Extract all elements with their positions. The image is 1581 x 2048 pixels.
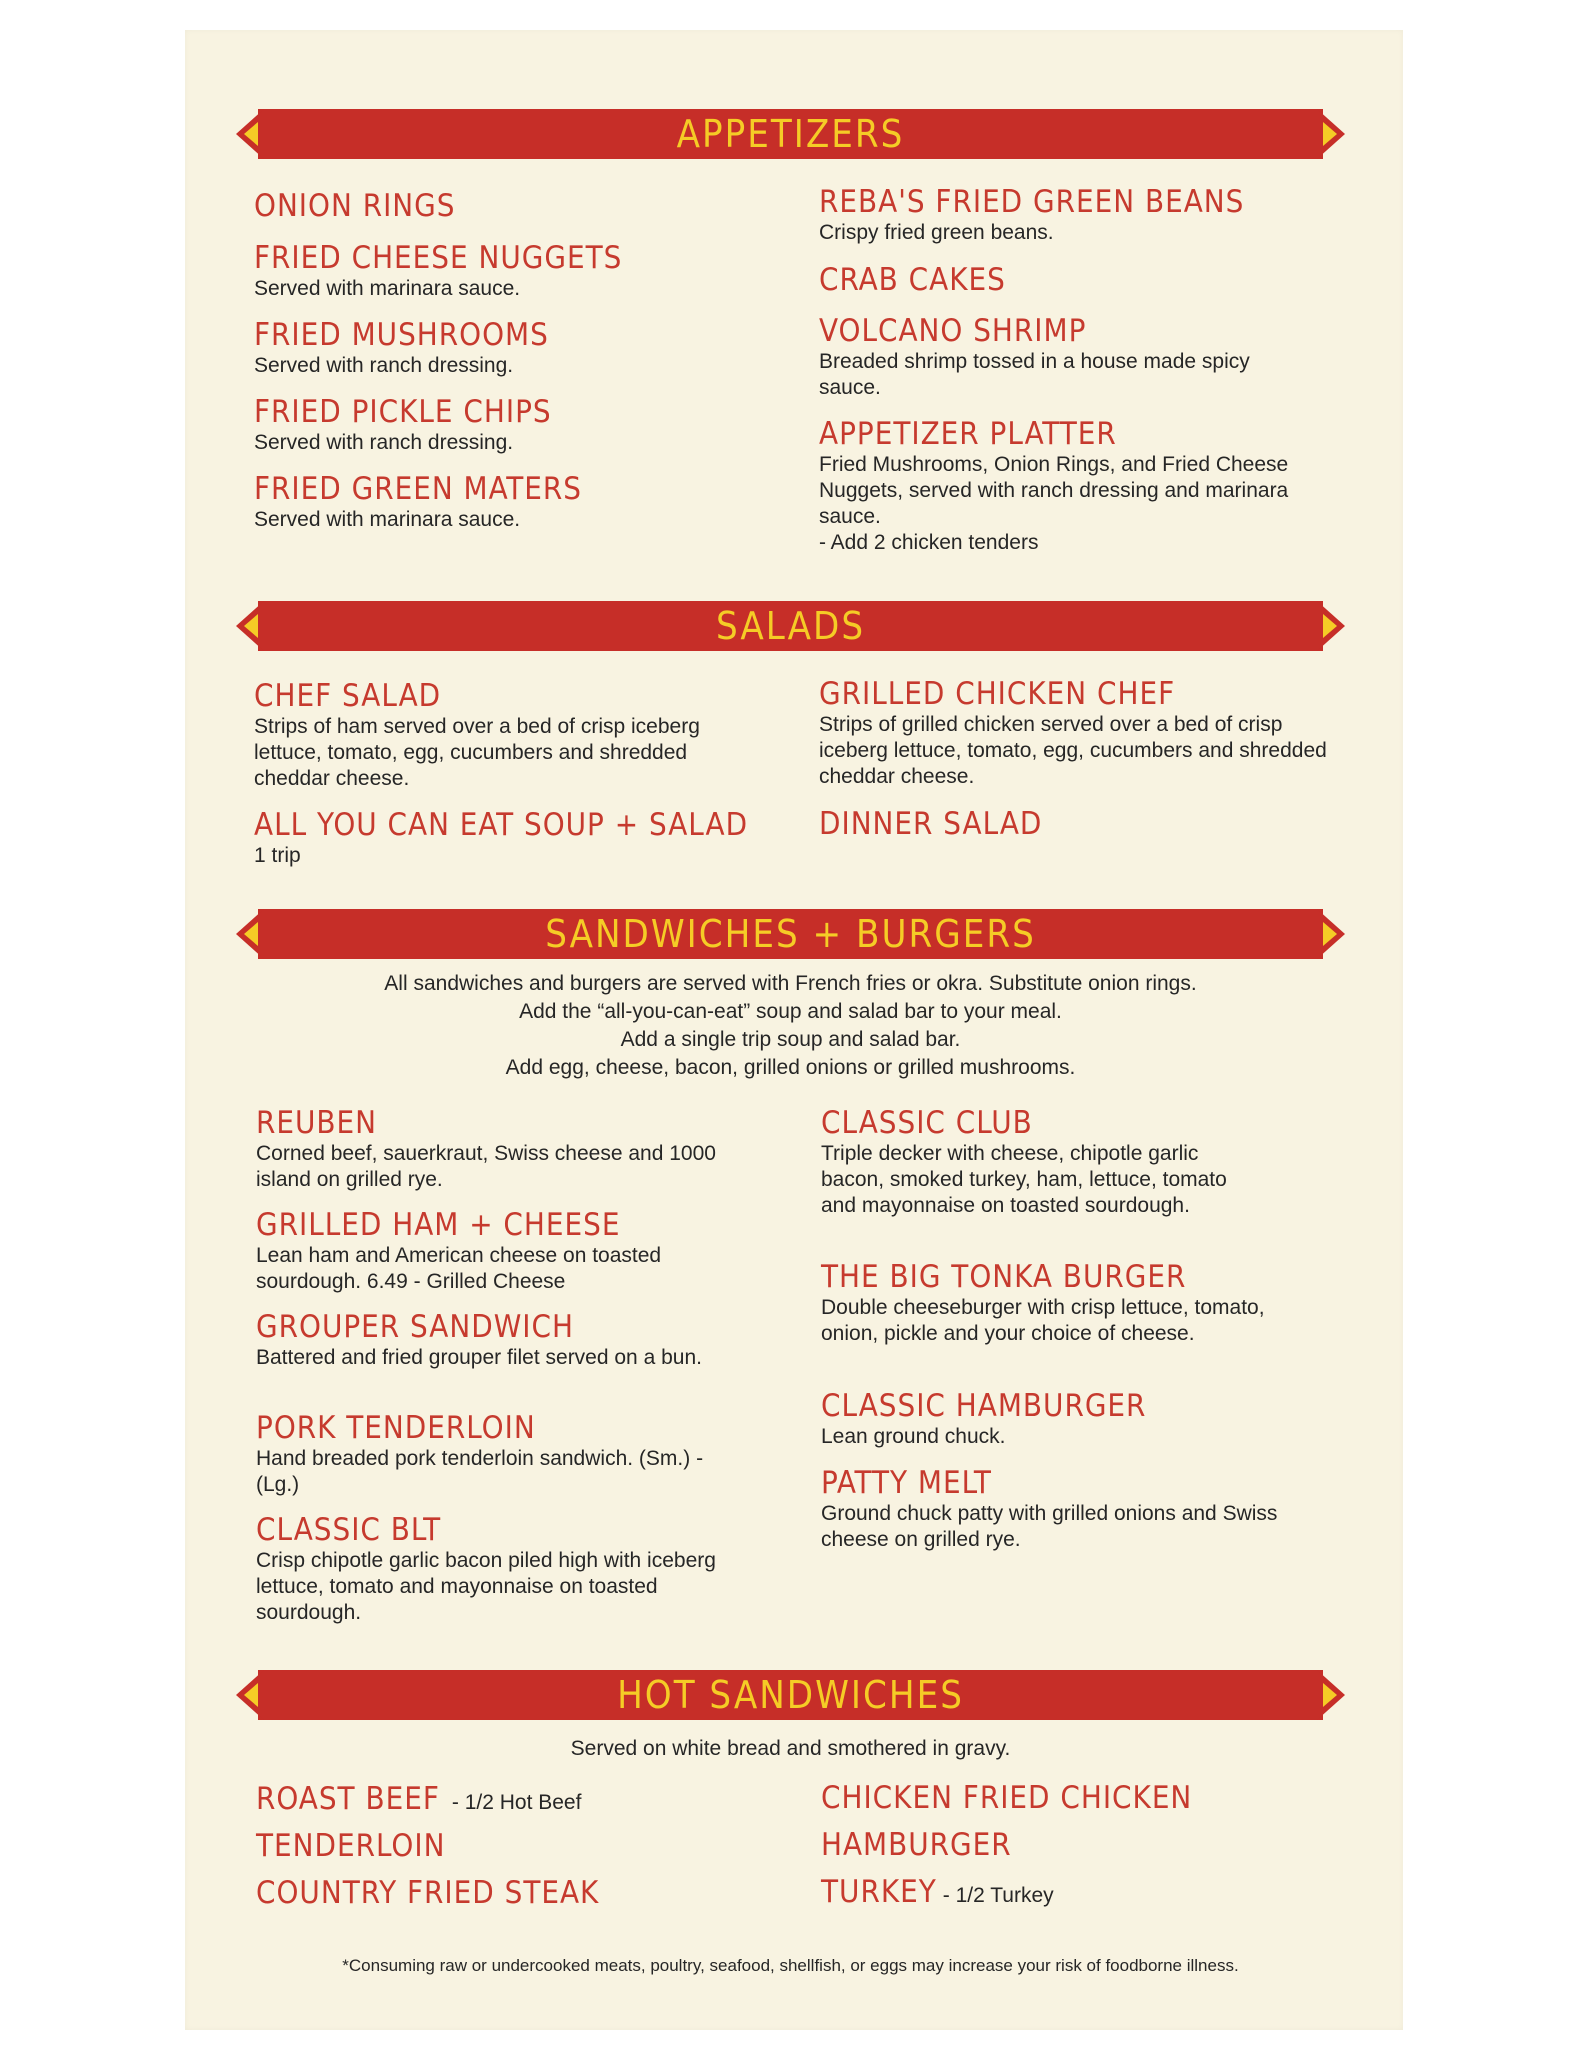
item-name: CHEF SALAD [254,678,442,714]
item-description: Strips of ham served over a bed of crisp iceberg lettuce, tomato, egg, cucumbers and shredded cheddar cheese. [254,715,700,790]
salads-title: SALADS [715,604,866,648]
menu-item [254,394,774,456]
item-name: ALL YOU CAN EAT SOUP + SALAD [254,807,749,843]
item-name: FRIED PICKLE CHIPS [254,394,552,430]
item-description: Battered and fried grouper filet served on a bun. [256,1346,702,1369]
item-description: Triple decker with cheese, chipotle garlic bacon, smoked turkey, ham, lettuce, tomato and mayonnaise on toasted sourdough. [821,1142,1227,1217]
hot-sandwiches-banner [258,1670,1323,1720]
menu-item [254,317,774,379]
menu-item [819,806,1042,842]
item-name: HAMBURGER [821,1827,1012,1863]
item-description: 1 trip [254,844,301,867]
menu-item [254,807,774,869]
menu-item [256,1512,746,1626]
item-description: Served with ranch dressing. [254,431,514,454]
menu-item [256,1309,746,1371]
menu-item [821,1827,1012,1863]
item-name: FRIED GREEN MATERS [254,471,582,507]
item-description: Served with marinara sauce. [254,277,521,300]
menu-item [821,1780,1192,1816]
item-name: CLASSIC CLUB [821,1105,1033,1141]
menu-item [821,1874,1054,1914]
item-description: Crisp chipotle garlic bacon piled high with iceberg lettuce, tomato and mayonnaise on toasted sourdough. [256,1549,716,1624]
menu-item [254,471,774,533]
item-name: REUBEN [256,1105,378,1141]
menu-item [256,1410,746,1498]
item-name: TENDERLOIN [256,1828,446,1864]
item-description: Lean ham and American cheese on toasted sourdough. 6.49 - Grilled Cheese [256,1244,662,1293]
item-name: CRAB CAKES [819,262,1006,298]
item-description: Lean ground chuck. [821,1425,1006,1448]
sandwiches-banner [258,909,1323,959]
item-description: Served with marinara sauce. [254,508,521,531]
item-name: APPETIZER PLATTER [819,416,1117,452]
menu-item [254,678,754,792]
appetizers-banner [258,109,1323,159]
item-name: ROAST BEEF - 1/2 Hot Beef [256,1781,582,1817]
item-name: PORK TENDERLOIN [256,1410,536,1446]
item-name: ONION RINGS [254,188,456,224]
menu-item [819,184,1339,246]
item-name: THE BIG TONKA BURGER [821,1259,1187,1295]
item-name: GRILLED CHICKEN CHEF [819,676,1176,712]
menu-item [256,1207,746,1295]
item-name: CHICKEN FRIED CHICKEN [821,1780,1193,1816]
item-name: DINNER SALAD [819,806,1043,842]
menu-item [819,262,1339,298]
item-name: COUNTRY FRIED STEAK [256,1875,600,1911]
item-description: Double cheeseburger with crisp lettuce, tomato, onion, pickle and your choice of cheese. [821,1296,1265,1345]
item-description: Fried Mushrooms, Onion Rings, and Fried Cheese Nuggets, served with ranch dressing and marinara sauce. [819,453,1289,528]
sandwiches-intro: All sandwiches and burgers are served with French fries or okra. Substitute onion rings. Add the “all-you-can-eat” soup and salad bar to your meal. Add a single trip soup and salad bar. Add egg, cheese, bacon, grilled onions or grilled mushrooms. [384,972,1197,1079]
item-name: GROUPER SANDWICH [256,1309,574,1345]
item-note: - 1/2 Turkey [942,1884,1054,1907]
item-description: Breaded shrimp tossed in a house made spicy sauce. [819,350,1250,399]
menu-item [819,416,1319,556]
menu-item [256,1875,599,1911]
menu-item [256,1828,445,1864]
sandwiches-title: SANDWICHES + BURGERS [545,912,1036,956]
menu-item [821,1388,1311,1450]
item-name: CLASSIC HAMBURGER [821,1388,1147,1424]
item-description: Served with ranch dressing. [254,354,514,377]
menu-item [819,676,1339,790]
menu-item [821,1105,1251,1219]
appetizers-title: APPETIZERS [676,112,905,156]
item-note: - 1/2 Hot Beef [451,1791,582,1814]
item-name: TURKEY - 1/2 Turkey [821,1874,1054,1910]
item-description: Hand breaded pork tenderloin sandwich. (Sm.) - (Lg.) [256,1447,704,1496]
item-description: Ground chuck patty with grilled onions and Swiss cheese on grilled rye. [821,1502,1278,1551]
item-name: VOLCANO SHRIMP [819,313,1087,349]
menu-item [256,1781,581,1821]
item-name: FRIED MUSHROOMS [254,317,549,353]
item-name: REBA'S FRIED GREEN BEANS [819,184,1245,220]
item-description: Corned beef, sauerkraut, Swiss cheese and 1000 island on grilled rye. [256,1142,716,1191]
menu-item [821,1465,1311,1553]
hot-sandwiches-intro: Served on white bread and smothered in gravy. [570,1737,1011,1760]
item-description: Crispy fried green beans. [819,221,1054,244]
hot-sandwiches-title: HOT SANDWICHES [617,1673,964,1717]
item-name: PATTY MELT [821,1465,992,1501]
menu-item [821,1259,1311,1347]
menu-item [819,313,1289,401]
menu-item [254,240,774,302]
menu-item [256,1105,756,1193]
item-name: GRILLED HAM + CHEESE [256,1207,621,1243]
menu-item [254,188,455,224]
item-name: CLASSIC BLT [256,1512,442,1548]
salads-banner [258,601,1323,651]
item-description: Strips of grilled chicken served over a bed of crisp iceberg lettuce, tomato, egg, cucumbers and shredded cheddar cheese. [819,713,1327,788]
item-note: - Add 2 chicken tenders [819,531,1039,554]
item-name: FRIED CHEESE NUGGETS [254,240,623,276]
food-safety-disclaimer: *Consuming raw or undercooked meats, poultry, seafood, shellfish, or eggs may increase your risk of foodborne illness. [342,1956,1239,1975]
